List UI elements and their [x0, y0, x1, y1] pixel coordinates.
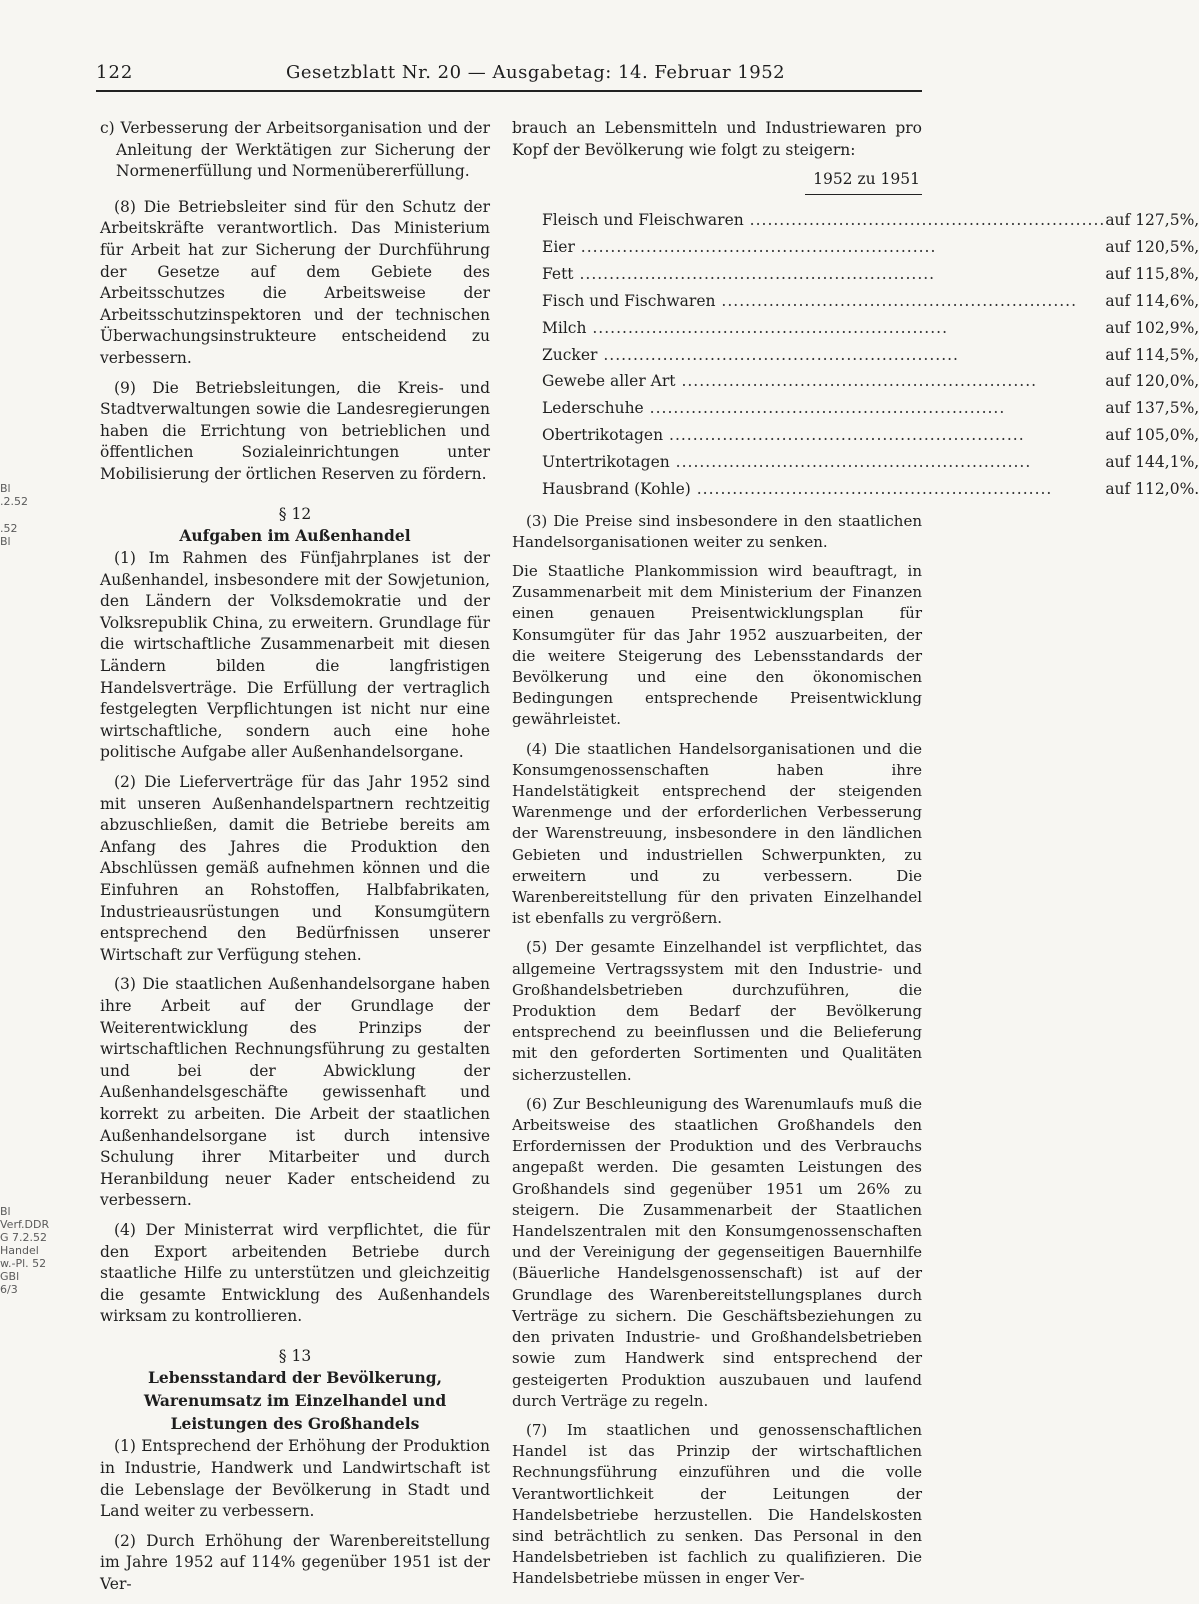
- percentage-value: auf 127,5%,: [1105, 211, 1199, 230]
- section-12-number: § 12: [278, 504, 312, 523]
- section-13-title-line-3: Leistungen des Großhandels: [170, 1414, 420, 1434]
- section-13-number: § 13: [278, 1346, 312, 1365]
- percentage-value: auf 120,0%,: [1105, 372, 1199, 391]
- leader-dots: ............................................................: [669, 453, 1032, 472]
- product-name: Obertrikotagen ............................................................: [542, 426, 1025, 445]
- table-row: [542, 312, 1199, 339]
- margin-note: Bl: [0, 535, 11, 548]
- paragraph-5: (5) Der gesamte Einzelhandel ist verpflichtet, das allgemeine Vertragssystem mit den Industrie- und Großhandelsbetrieben durchzuführen, die Produktion dem Bedarf der Bevölkerung entsprechend zu beeinflussen und die Belieferung mit den geforderten Sortimenten und Qualitäten sicherzustellen.: [512, 938, 922, 1084]
- percentage-value: auf 144,1%,: [1105, 453, 1199, 472]
- margin-note: .52: [0, 522, 18, 535]
- left-column: [100, 118, 490, 1604]
- page-number: 122: [96, 62, 134, 83]
- percentage-value: auf 105,0%,: [1105, 426, 1199, 445]
- margin-note: w.-Pl. 52: [0, 1257, 47, 1270]
- leader-dots: ............................................................: [574, 237, 937, 256]
- table-row: [542, 474, 1199, 501]
- percentage-value: auf 120,5%,: [1105, 237, 1199, 256]
- product-name: Fisch und Fischwaren ............................................................: [542, 291, 1078, 310]
- product-name: Milch ............................................................: [542, 318, 949, 337]
- consumption-table: [542, 205, 1199, 501]
- margin-note: Bl: [0, 1205, 11, 1218]
- section-12-paragraph-1: (1) Im Rahmen des Fünfjahrplanes ist der Außenhandel, insbesondere mit der Sowjetunion, den Ländern der Volksdemokratie und der Volksrepublik China, zu erweitern. Grundlage für die wirtschaftliche Zusammenarbeit mit diesen Ländern bilden die langfristigen Handelsverträge. Die Erfüllung der vertraglich festgelegten Verpflichtungen ist nicht nur eine wirtschaftliche, sondern auch eine hohe politische Aufgabe aller Außenhandelsorgane.: [100, 549, 490, 762]
- leader-dots: ............................................................: [675, 372, 1038, 391]
- section-13-paragraph-2: (2) Durch Erhöhung der Warenbereitstellung im Jahre 1952 auf 114% gegenüber 1951 ist der Ver-: [100, 1531, 490, 1594]
- margin-note: Handel: [0, 1244, 39, 1257]
- leader-dots: ............................................................: [715, 291, 1078, 310]
- right-column: [512, 118, 1199, 1598]
- leader-dots: ............................................................: [643, 399, 1006, 418]
- paragraph-9: (9) Die Betriebsleitungen, die Kreis- und Stadtverwaltungen sowie die Landesregierungen haben die Errichtung von betrieblichen und öffentlichen Sozialeinrichtungen unter Mobilisierung der örtlichen Reserven zu fördern.: [100, 378, 490, 483]
- section-12-title: Aufgaben im Außenhandel: [179, 526, 411, 546]
- product-name: Zucker ............................................................: [542, 345, 959, 364]
- section-13-title-line-2: Warenumsatz im Einzelhandel und: [143, 1391, 447, 1411]
- consumption-intro: brauch an Lebensmitteln und Industriewaren pro Kopf der Bevölkerung wie folgt zu steigern:: [512, 119, 922, 159]
- table-row: [542, 420, 1199, 447]
- leader-dots: ............................................................: [586, 318, 949, 337]
- leader-dots: ............................................................: [663, 426, 1025, 445]
- table-row: [542, 205, 1199, 232]
- percentage-value: auf 137,5%,: [1105, 399, 1199, 418]
- paragraph-8: (8) Die Betriebsleiter sind für den Schutz der Arbeitskräfte verantwortlich. Das Ministerium für Arbeit hat zur Sicherung der Durchführung der Gesetze auf dem Gebiete des Arbeitsschutzes die Arbeitsweise der Arbeitsschutzinspektoren und der technischen Überwachungsinstrukteure entscheidend zu verbessern.: [100, 197, 490, 367]
- leader-dots: ............................................................: [597, 345, 959, 364]
- margin-note: Bl: [0, 482, 11, 495]
- product-name: Untertrikotagen ............................................................: [542, 453, 1032, 472]
- paragraph-7: (7) Im staatlichen und genossenschaftlichen Handel ist das Prinzip der wirtschaftlichen Rechnungsführung einzuführen und die volle Verantwortlichkeit der Leitungen der Handelsbetriebe herzustellen. Die Handelskosten sind beträchtlich zu senken. Das Personal in den Handelsbetrieben ist fachlich zu qualifizieren. Die Handelsbetriebe müssen in enger Ver-: [512, 1420, 922, 1588]
- table-row: [542, 447, 1199, 474]
- percentage-value: auf 112,0%.: [1105, 479, 1199, 498]
- page-header: [96, 58, 922, 92]
- margin-note: 6/3: [0, 1283, 18, 1296]
- table-row: [542, 393, 1199, 420]
- section-13-paragraph-1: (1) Entsprechend der Erhöhung der Produktion in Industrie, Handwerk und Landwirtschaft ist die Lebenslage der Bevölkerung in Stadt und Land weiter zu verbessern.: [100, 1437, 490, 1521]
- margin-note: .2.52: [0, 495, 28, 508]
- margin-note: Verf.DDR: [0, 1218, 50, 1231]
- product-name: Fett ............................................................: [542, 264, 936, 283]
- product-name: Lederschuhe ............................................................: [542, 399, 1006, 418]
- product-name: Gewebe aller Art ............................................................: [542, 372, 1038, 391]
- margin-notes-top: [0, 482, 92, 548]
- percentage-value: auf 114,5%,: [1105, 345, 1199, 364]
- paragraph-3: (3) Die Preise sind insbesondere in den staatlichen Handelsorganisationen weiter zu senken.: [512, 511, 922, 551]
- paragraph-4: (4) Die staatlichen Handelsorganisationen und die Konsumgenossenschaften haben ihre Handelstätigkeit entsprechend der steigenden Warenmenge und der erforderlichen Verbesserung der Warenstreuung, insbesondere in den ländlichen Gebieten und industriellen Schwerpunkten, zu erweitern und zu verbessern. Die Warenbereitstellung für den privaten Einzelhandel ist ebenfalls zu vergrößern.: [512, 739, 922, 928]
- paragraph-item-c: c) Verbesserung der Arbeitsorganisation und der Anleitung der Werktätigen zur Sicherung der Normenerfüllung und Normenübererfüllung.: [100, 119, 490, 181]
- section-12-paragraph-2: (2) Die Lieferverträge für das Jahr 1952 sind mit unseren Außenhandelspartnern rechtzeitig abzuschließen, damit die Betriebe bereits am Anfang des Jahres die Produktion den Abschlüssen gemäß aufnehmen können und die Einfuhren an Rohstoffen, Halbfabrikaten, Industrieausrüstungen und Konsumgütern entsprechend den Bedürfnissen unserer Wirtschaft zur Verfügung stehen.: [100, 773, 490, 964]
- margin-notes-bottom: [0, 1205, 92, 1296]
- year-comparison-header: 1952 zu 1951: [512, 169, 922, 195]
- section-12-paragraph-4: (4) Der Ministerrat wird verpflichtet, die für den Export arbeitenden Betriebe durch staatliche Hilfe zu unterstützen und gleichzeitig die gesamte Entwicklung des Außenhandels wirksam zu kontrollieren.: [100, 1220, 490, 1326]
- table-row: [542, 285, 1199, 312]
- gazette-title: Gesetzblatt Nr. 20 — Ausgabetag: 14. Februar 1952: [286, 62, 786, 83]
- percentage-value: auf 115,8%,: [1105, 264, 1199, 283]
- section-13-title-line-1: Lebensstandard der Bevölkerung,: [148, 1368, 442, 1388]
- margin-note: GBl: [0, 1270, 20, 1283]
- table-row: [542, 259, 1199, 286]
- table-row: [542, 232, 1199, 259]
- table-row: [542, 366, 1199, 393]
- percentage-value: auf 114,6%,: [1105, 291, 1199, 310]
- product-name: Fleisch und Fleischwaren ............................................................: [542, 211, 1106, 230]
- leader-dots: ............................................................: [690, 479, 1053, 498]
- product-name: Hausbrand (Kohle) ............................................................: [542, 479, 1053, 498]
- leader-dots: ............................................................: [743, 211, 1106, 230]
- table-row: [542, 339, 1199, 366]
- section-12-paragraph-3: (3) Die staatlichen Außenhandelsorgane haben ihre Arbeit auf der Grundlage der Weiterentwicklung des Prinzips der wirtschaftlichen Rechnungsführung zu gestalten und bei der Abwicklung der Außenhandelsgeschäfte gewissenhaft und korrekt zu arbeiten. Die Arbeit der staatlichen Außenhandelsorgane ist durch intensive Schulung ihrer Mitarbeiter und durch Heranbildung neuer Kader entscheidend zu verbessern.: [100, 975, 490, 1210]
- product-name: Eier ............................................................: [542, 237, 937, 256]
- leader-dots: ............................................................: [573, 264, 936, 283]
- margin-note: G 7.2.52: [0, 1231, 48, 1244]
- paragraph-6: (6) Zur Beschleunigung des Warenumlaufs muß die Arbeitsweise des staatlichen Großhandels den Erfordernissen der Produktion und des Verbrauchs angepaßt werden. Die gesamten Leistungen des Großhandels sind gegenüber 1951 um 26% zu steigern. Die Zusammenarbeit der Staatlichen Handelszentralen mit den Konsumgenossenschaften und der Vereinigung der gegenseitigen Bauernhilfe (Bäuerliche Handelsgenossenschaft) ist auf der Grundlage des Warenbereitstellungsplanes durch Verträge zu sichern. Die Geschäftsbeziehungen zu den privaten Industrie- und Großhandelsbetrieben sowie zum Handwerk sind entsprechend der gesteigerten Produktion auszubauen und laufend durch Verträge zu regeln.: [512, 1094, 922, 1410]
- percentage-value: auf 102,9%,: [1105, 318, 1199, 337]
- plankommission-paragraph: Die Staatliche Plankommission wird beauftragt, in Zusammenarbeit mit dem Ministerium der Finanzen einen genauen Preisentwicklungsplan für Konsumgüter für das Jahr 1952 auszuarbeiten, der die weitere Steigerung des Lebensstandards der Bevölkerung und eine den ökonomischen Bedingungen entsprechende Preisentwicklung gewährleistet.: [512, 561, 922, 729]
